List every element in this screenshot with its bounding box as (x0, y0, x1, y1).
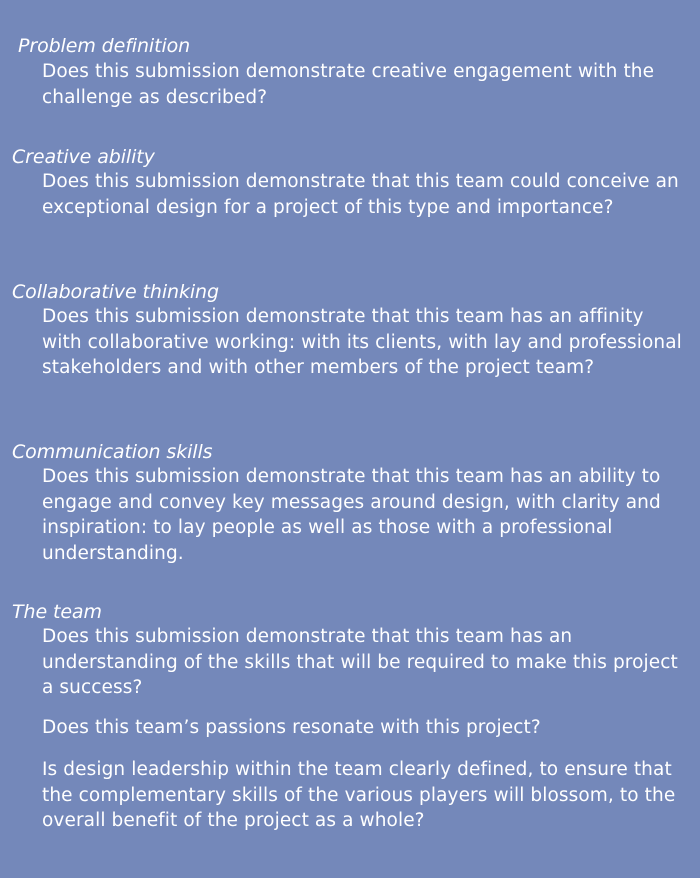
criterion-text-collaborative-thinking: Does this submission demonstrate that this team has an affinity with collaborative working: with its clients, with lay and professional stakeholders and with other members of the project team? (42, 306, 682, 378)
criterion-text-the-team-skills: Does this submission demonstrate that this team has an understanding of the skills that will be required to make this project a success? (42, 626, 678, 698)
criterion-heading-creative-ability: Creative ability (12, 146, 155, 168)
criterion-text-the-team-passions: Does this team’s passions resonate with this project? (42, 717, 541, 738)
criterion-text-problem-definition: Does this submission demonstrate creative engagement with the challenge as described? (42, 61, 655, 108)
criterion-text-the-team-leadership: Is design leadership within the team clearly defined, to ensure that the complementary skills of the various players will blossom, to the overall benefit of the project as a whole? (42, 759, 676, 831)
criterion-text-communication-skills: Does this submission demonstrate that this team has an ability to engage and convey key messages around design, with clarity and inspiration: to lay people as well as those with a professional understanding. (42, 466, 661, 564)
criterion-heading-communication-skills: Communication skills (12, 441, 213, 463)
criterion-heading-collaborative-thinking: Collaborative thinking (12, 281, 219, 303)
criterion-heading-the-team: The team (12, 601, 102, 623)
criterion-heading-problem-definition: Problem definition (18, 35, 191, 57)
criterion-text-creative-ability: Does this submission demonstrate that this team could conceive an exceptional design for a project of this type and importance? (42, 171, 679, 218)
